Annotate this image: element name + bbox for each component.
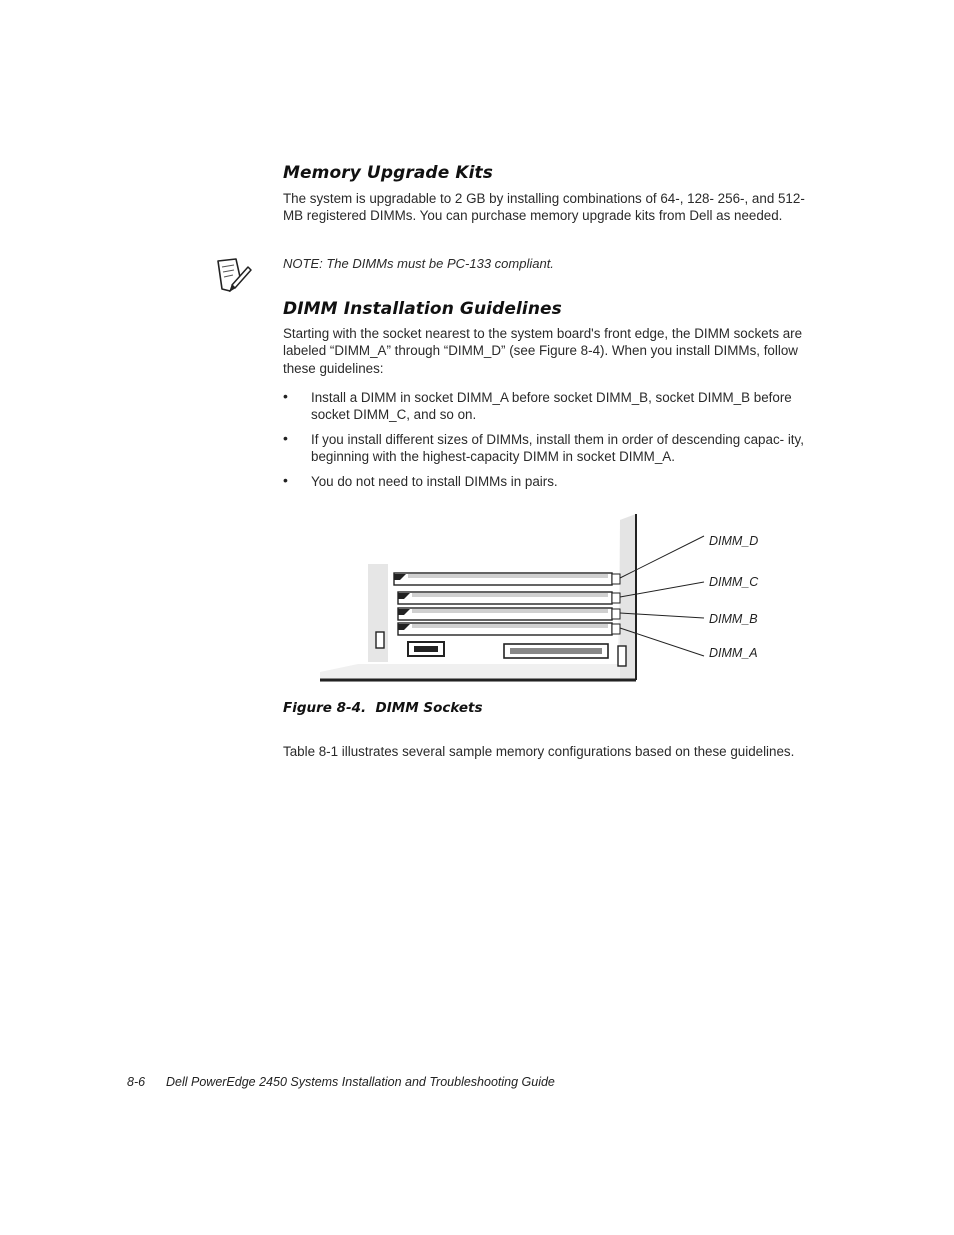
section-title-memory-upgrade-kits: Memory Upgrade Kits <box>283 163 493 183</box>
dimm-slot-d <box>394 573 620 585</box>
figure-caption: Figure 8-4. DIMM Sockets <box>283 700 483 716</box>
label-dimm-a: DIMM_A <box>709 646 758 660</box>
list-item-text: You do not need to install DIMMs in pairs. <box>311 474 558 489</box>
bullet-icon: • <box>283 388 288 404</box>
list-item <box>283 473 818 495</box>
footer-title: Dell PowerEdge 2450 Systems Installation and Troubleshooting Guide <box>166 1075 555 1089</box>
note-pencil-icon <box>214 255 254 295</box>
dimm-slot-c <box>398 592 620 604</box>
list-item <box>283 389 818 429</box>
dimm-slot-b <box>398 608 620 620</box>
bullet-icon: • <box>283 472 288 488</box>
list-item-text: If you install different sizes of DIMMs, install them in order of descending capac- ity, beginning with the highest-capacity DIMM in socket DIMM_A. <box>311 432 804 465</box>
note-text: NOTE: The DIMMs must be PC-133 compliant. <box>283 256 554 271</box>
label-dimm-b: DIMM_B <box>709 612 758 626</box>
page-number: 8-6 <box>127 1075 146 1089</box>
bullet-icon: • <box>283 430 288 446</box>
section-title-dimm-installation: DIMM Installation Guidelines <box>283 299 562 319</box>
memory-kits-paragraph: The system is upgradable to 2 GB by installing combinations of 64-, 128- 256-, and 512-MB registered DIMMs. You can purchase memory upgrade kits from Dell as needed. <box>283 191 805 224</box>
dimm-slot-a <box>398 623 620 635</box>
dimm-guidelines-intro: Starting with the socket nearest to the system board's front edge, the DIMM sockets are labeled “DIMM_A” through “DIMM_D” (see Figure 8-4). When you install DIMMs, follow these guidelines: <box>283 326 803 376</box>
list-item <box>283 431 818 471</box>
closing-paragraph: Table 8-1 illustrates several sample memory configurations based on these guidelines. <box>283 744 795 759</box>
list-item-text: Install a DIMM in socket DIMM_A before socket DIMM_B, socket DIMM_B before socket DIMM_C, and so on. <box>311 390 792 423</box>
label-dimm-c: DIMM_C <box>709 575 759 589</box>
label-dimm-d: DIMM_D <box>709 534 759 548</box>
